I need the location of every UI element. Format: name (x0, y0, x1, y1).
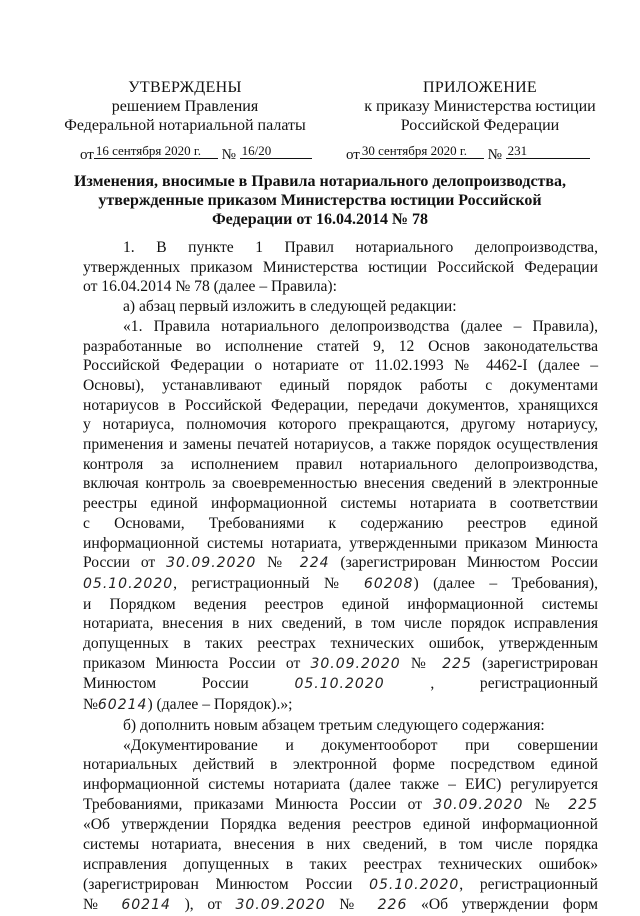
text-line (83, 875, 598, 896)
handwritten-entry: 224 (299, 555, 330, 572)
title-line: утвержденные приказом Министерства юстиции Российской (98, 192, 542, 209)
text-line (83, 376, 598, 396)
handwritten-entry: 226 (377, 897, 408, 914)
handwritten-entry: 30.09.2020 (433, 796, 524, 813)
text-line (83, 614, 598, 634)
handwritten-entry: 30.09.2020 (235, 897, 326, 914)
text-segment: приказом Минюста России от (83, 654, 311, 672)
text-line (83, 855, 598, 875)
text-line (83, 716, 598, 736)
text-segment: России от (83, 554, 167, 572)
order-number: 231 (506, 144, 590, 159)
text-segment: исправления допущенных в таких реестрах технических ошибок» (83, 855, 598, 873)
text-line (83, 474, 598, 494)
text-line (83, 795, 598, 816)
text-line (83, 736, 598, 756)
text-segment: от 16.04.2014 № 78 (далее – Правила): (83, 278, 337, 296)
text-segment: № (256, 554, 300, 572)
order-date-line (346, 144, 590, 164)
handwritten-entry: 60214 (97, 697, 148, 714)
text-segment: 1. В пункте 1 Правил нотариального делопроизводства, (123, 239, 598, 256)
handwritten-entry: 05.10.2020 (83, 575, 174, 592)
text-line (83, 574, 598, 595)
text-segment: № (523, 795, 569, 813)
document-body (83, 238, 598, 916)
text-line (83, 356, 598, 376)
text-line (83, 534, 598, 554)
text-line (83, 277, 598, 297)
date-prefix: от (346, 147, 360, 163)
text-segment: № (83, 696, 98, 714)
number-sign: № (221, 147, 236, 163)
date-prefix: от (80, 147, 94, 163)
text-line (83, 514, 598, 534)
handwritten-entry: 05.10.2020 (369, 876, 460, 893)
appendix-line-1: к приказу Министерства юстиции (364, 98, 596, 115)
title-line: Федерации от 16.04.2014 № 78 (211, 211, 429, 228)
text-segment: и Порядком ведения реестров единой информационной системы (83, 595, 598, 613)
text-segment: Основы), устанавливают единый порядок работы с документами (83, 376, 598, 394)
approval-line-1: решением Правления (111, 98, 259, 115)
approval-date: 16 сентября 2020 г. (94, 144, 218, 159)
text-segment: системы нотариата, внесения в них сведений, в том числе порядка (83, 836, 598, 854)
text-line (83, 415, 598, 435)
text-segment: ) (далее – Порядок).»; (147, 696, 293, 714)
text-line (83, 297, 598, 317)
document-title (10, 172, 630, 229)
handwritten-entry: 225 (442, 655, 472, 672)
text-segment: информационной системы нотариата (далее также – ЕИС) регулируется (83, 775, 598, 793)
approval-date-line (80, 144, 312, 164)
text-line (83, 553, 598, 574)
text-segment: , регистрационный (459, 875, 598, 893)
text-line (83, 654, 598, 675)
text-line (83, 895, 598, 916)
approval-line-2: Федеральной нотариальной палаты (64, 117, 306, 134)
approval-heading: УТВЕРЖДЕНЫ (128, 79, 242, 96)
text-segment: (зарегистрирован Минюстом России (83, 875, 370, 893)
text-line (83, 595, 598, 615)
text-segment: утвержденных приказом Министерства юстиции Российской Федерации (83, 258, 598, 276)
text-line (83, 238, 598, 258)
text-line (83, 455, 598, 475)
text-segment: информационной системы нотариата, утвержденными приказом Минюста (83, 534, 598, 552)
approval-block (40, 78, 330, 135)
text-segment: Требованиями, приказами Минюста России от (83, 795, 434, 813)
handwritten-entry: 05.10.2020 (294, 676, 385, 693)
text-segment: б) дополнить новым абзацем третьим следующего содержания: (123, 716, 545, 734)
handwritten-entry: 30.09.2020 (166, 555, 257, 572)
text-segment: нотариальных действий в электронной форме посредством единой (83, 756, 598, 774)
text-segment: нотариата, внесения в них сведений, в том числе порядок исправления (83, 615, 598, 633)
text-segment: реестры единой информационной системы нотариата в соответствии (83, 495, 598, 513)
appendix-heading: ПРИЛОЖЕНИЕ (422, 79, 537, 96)
text-segment: ) (далее – Требования), (413, 574, 598, 592)
text-line (83, 695, 598, 716)
text-line (83, 258, 598, 278)
handwritten-entry: 60208 (363, 575, 414, 592)
text-segment: включая контроль за своевременностью внесения сведений в электронные (83, 475, 598, 493)
text-segment: № (325, 896, 378, 914)
text-segment: «Об утверждении форм (407, 896, 598, 914)
text-line (83, 815, 598, 835)
text-segment: , регистрационный № (173, 574, 364, 592)
text-segment: Минюстом России (83, 675, 295, 693)
text-segment: «Документирование и документооборот при совершении (123, 736, 598, 754)
text-line (83, 674, 598, 695)
text-line (83, 435, 598, 455)
text-segment: «1. Правила нотариального делопроизводства (далее – Правила), (123, 317, 598, 335)
text-segment: Российской Федерации о нотариате от 11.02.1993 № 4462-I (далее – (83, 357, 598, 375)
text-line (83, 755, 598, 775)
text-line (83, 396, 598, 416)
number-sign: № (487, 147, 502, 163)
text-line (83, 775, 598, 795)
text-segment: № (83, 896, 122, 914)
text-segment: с Основами, Требованиями к содержанию реестров единой (83, 514, 598, 532)
text-line (83, 337, 598, 357)
text-segment: «Об утверждении Порядка ведения реестров единой информационной (83, 816, 598, 834)
text-segment: у нотариуса, полномочия которого прекращаются, другому нотариусу, (83, 416, 598, 434)
text-segment: ), от (170, 896, 236, 914)
text-segment: применения и замены печатей нотариусов, а также порядок осуществления (83, 436, 598, 454)
title-line: Изменения, вносимые в Правила нотариального делопроизводства, (73, 173, 567, 190)
appendix-line-2: Российской Федерации (400, 117, 560, 134)
appendix-block (345, 78, 615, 135)
text-line (83, 317, 598, 337)
text-segment: допущенных в таких реестрах технических ошибок, утвержденным (83, 635, 598, 653)
approval-number: 16/20 (240, 144, 312, 159)
handwritten-entry: 30.09.2020 (310, 655, 401, 672)
text-line (83, 835, 598, 855)
text-line (83, 634, 598, 654)
text-segment: контроля за исполнением правил нотариального делопроизводства, (83, 455, 598, 473)
handwritten-entry: 225 (568, 796, 598, 813)
text-segment: , регистрационный (384, 675, 598, 693)
text-segment: (зарегистрирован (471, 654, 598, 672)
text-segment: № (400, 654, 443, 672)
text-segment: разработанные во исполнение статей 9, 12 Основ законодательства (83, 337, 598, 355)
text-segment: а) абзац первый изложить в следующей редакции: (123, 298, 457, 316)
text-line (83, 494, 598, 514)
text-segment: (зарегистрирован Минюстом России (329, 554, 598, 572)
order-date: 30 сентября 2020 г. (360, 144, 484, 159)
text-segment: нотариусов в Российской Федерации, передачи документов, хранящихся (83, 396, 598, 414)
handwritten-entry: 60214 (121, 897, 171, 914)
